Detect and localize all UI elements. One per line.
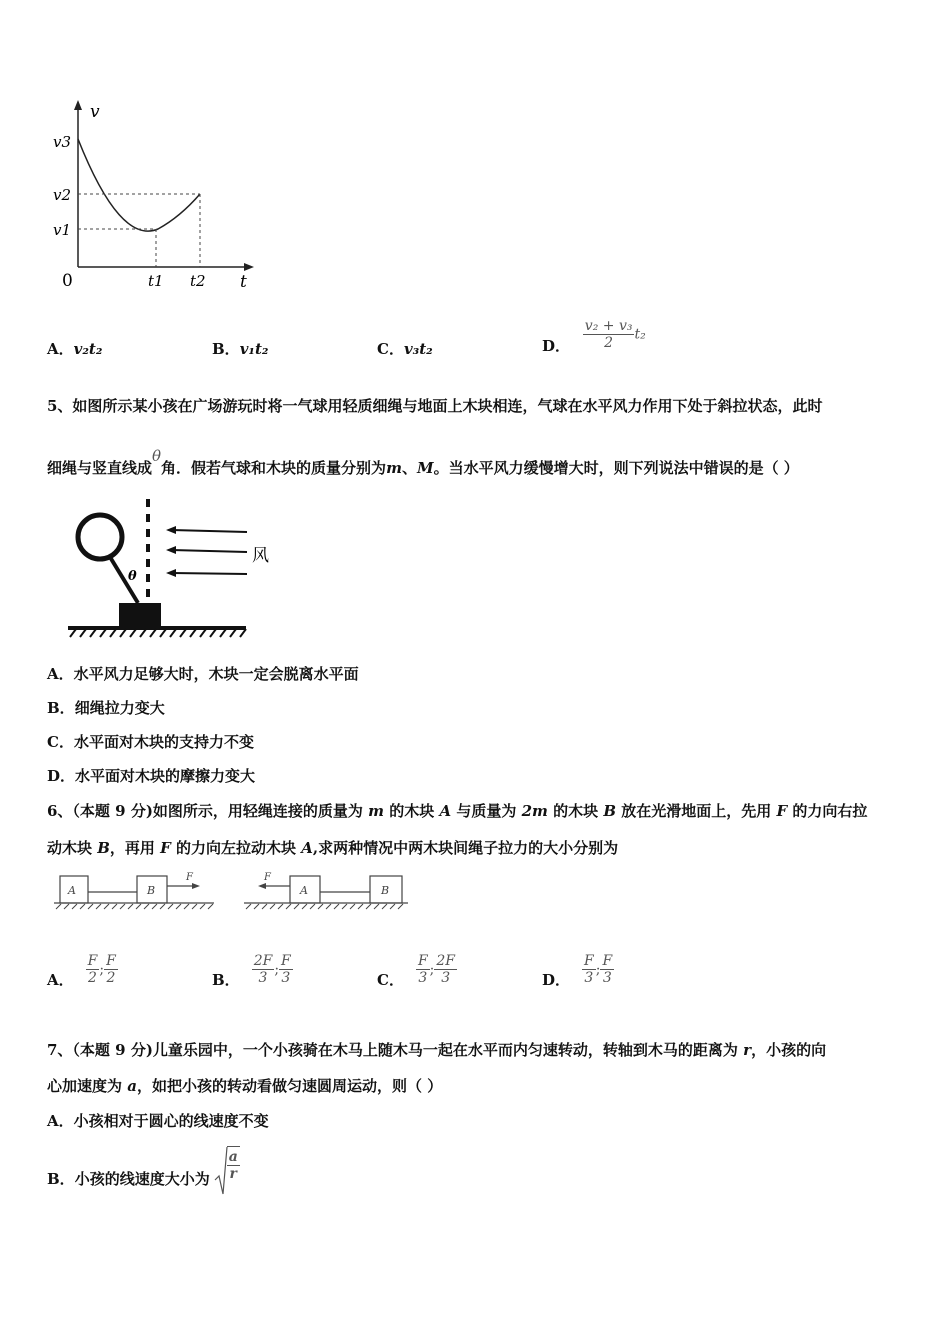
ground-hatch	[246, 904, 403, 909]
q5-stem-line1: 5、如图所示某小孩在广场游玩时将一气球用轻质细绳与地面上木块相连，气球在水平风力作用下处于斜拉状态，此时	[47, 397, 823, 415]
svg-text:B: B	[147, 884, 156, 897]
q4-option-a[interactable]: A．v₂t₂	[47, 340, 103, 358]
wind-arrow-1	[172, 530, 247, 532]
q6-option-d[interactable]: D． $\frac{F}{3}$ ; $\frac{F}{3}$	[542, 953, 613, 989]
sqrt-fraction: $\frac{a}{r}$	[227, 1146, 240, 1182]
label-t1: t1	[148, 272, 164, 290]
fraction-1: $\frac{F}{3}$	[417, 953, 428, 986]
fraction-2: $\frac{F}{2}$	[106, 953, 116, 986]
svg-text:A: A	[68, 884, 76, 897]
q6-option-c[interactable]: C． $\frac{F}{3}$ ; $\frac{2F}{3}$	[377, 953, 456, 989]
label-t2: t2	[190, 272, 206, 290]
fraction-1: $\frac{F}{2}$	[87, 953, 98, 986]
label-t: t	[240, 272, 247, 292]
fraction-1: $\frac{2F}{3}$	[253, 953, 273, 986]
velocity-curve	[78, 139, 200, 231]
fraction-2: $\frac{F}{3}$	[602, 953, 613, 986]
v-axis-arrow	[74, 100, 82, 110]
q5-option-a[interactable]: A．水平风力足够大时，木块一定会脱离水平面	[47, 665, 359, 683]
q5-stem-line2: 细绳与竖直线成θ角．假若气球和木块的质量分别为m、M。当水平风力缓慢增大时，则下列说法中错误的是（ ）	[47, 447, 799, 477]
q6-stem-line1: 6、（本题 9 分)如图所示，用轻绳连接的质量为 m 的木块 A 与质量为 2m 的木块 B 放在光滑地面上，先用 F 的力向右拉	[47, 802, 868, 820]
label-v1: v1	[53, 221, 72, 239]
q6-option-a[interactable]: A． $\frac{F}{2}$ ; $\frac{F}{2}$	[47, 953, 116, 989]
svg-text:A: A	[300, 884, 308, 897]
angle-theta: θ	[128, 569, 137, 584]
label-v3: v3	[53, 133, 72, 151]
force-arrowhead	[192, 883, 200, 889]
q4-option-d[interactable]: D． $\frac{\text{v₂ + v₃}}{2}$ t₂	[542, 318, 646, 355]
fraction-1: $\frac{F}{3}$	[584, 953, 594, 986]
ground-hatch	[70, 629, 246, 637]
q4-d-fraction: $\frac{\text{v₂ + v₃}}{2}$	[584, 318, 633, 351]
q7-option-b[interactable]: B．小孩的线速度大小为 $\frac{a}{r}$	[47, 1142, 240, 1194]
q7-stem-line2: 心加速度为 a，如把小孩的转动看做匀速圆周运动，则（ ）	[47, 1077, 443, 1095]
svg-text:B: B	[381, 884, 390, 897]
blocks-figure-right-pull	[52, 868, 217, 913]
blocks-figure-left-pull	[242, 868, 412, 913]
fraction-2: $\frac{2F}{3}$	[436, 953, 456, 986]
q6-stem-line2: 动木块 B，再用 F 的力向左拉动木块 A,求两种情况中两木块间绳子拉力的大小分别为	[47, 839, 619, 857]
wind-arrow-2	[172, 550, 247, 552]
wind-arrowhead-3	[166, 569, 176, 577]
wind-label: 风	[252, 546, 269, 566]
balloon	[78, 515, 122, 559]
label-origin: 0	[62, 271, 73, 291]
svg-text:F: F	[264, 872, 271, 883]
wind-arrowhead-2	[166, 546, 176, 554]
wind-arrowhead-1	[166, 526, 176, 534]
q5-option-b[interactable]: B．细绳拉力变大	[47, 699, 165, 717]
q4-option-b[interactable]: B．v₁t₂	[212, 340, 269, 358]
vt-graph	[50, 95, 270, 295]
sqrt-expression	[214, 1146, 240, 1196]
q5-option-d[interactable]: D．水平面对木块的摩擦力变大	[47, 767, 256, 785]
balloon-figure	[62, 495, 269, 645]
force-arrowhead	[258, 883, 266, 889]
wood-block	[119, 603, 161, 627]
wind-arrow-3	[172, 573, 247, 574]
q5-option-c[interactable]: C．水平面对木块的支持力不变	[47, 733, 254, 751]
ground-hatch	[56, 904, 213, 909]
fraction-2: $\frac{F}{3}$	[281, 953, 291, 986]
svg-text:F: F	[186, 872, 193, 883]
q7-option-a[interactable]: A．小孩相对于圆心的线速度不变	[47, 1112, 269, 1130]
q4-option-c[interactable]: C．v₃t₂	[377, 340, 433, 358]
label-v2: v2	[53, 186, 72, 204]
label-v: v	[90, 102, 100, 122]
t-axis-arrow	[244, 263, 254, 271]
sqrt-icon	[214, 1146, 228, 1196]
q7-stem-line1: 7、（本题 9 分)儿童乐园中，一个小孩骑在木马上随木马一起在水平而内匀速转动，转轴到木马的距离为 r，小孩的向	[47, 1041, 827, 1059]
q6-option-b[interactable]: B． $\frac{2F}{3}$ ; $\frac{F}{3}$	[212, 953, 291, 989]
